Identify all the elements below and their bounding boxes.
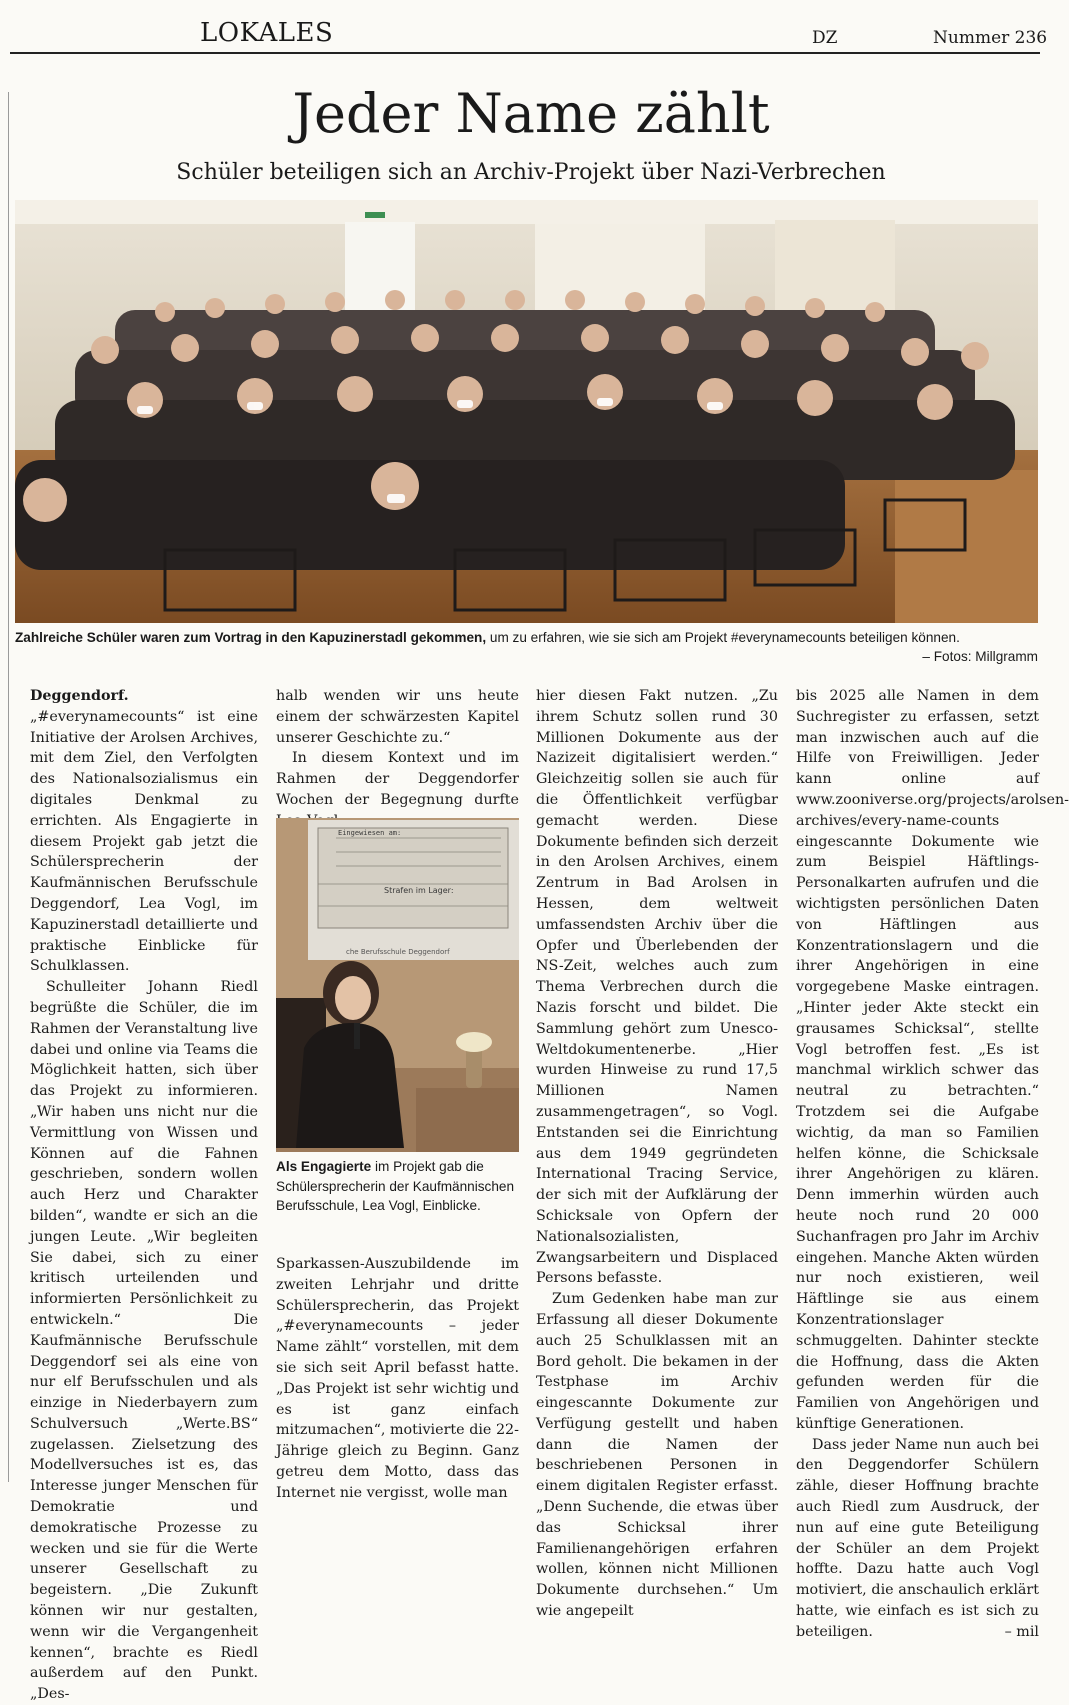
header-rule bbox=[10, 52, 1040, 54]
article-column-3 bbox=[536, 686, 778, 1622]
article-column-4 bbox=[796, 686, 1069, 1643]
main-photo-audience bbox=[15, 200, 1038, 623]
dateline: Deggendorf. bbox=[30, 688, 129, 704]
speaker-caption-bold: Als Engagierte bbox=[276, 1159, 372, 1174]
left-margin-rule bbox=[8, 92, 9, 1482]
main-caption-bold: Zahlreiche Schüler waren zum Vortrag in den Kapuzinerstadl gekommen, bbox=[15, 630, 487, 645]
article-paragraph: Dass jeder Name nun auch bei den Deggendorfer Schülern zähle, dieser Hoffnung brachte auch Riedl zum Ausdruck, der nun auf eine gute Beteiligung der Schüler an dem Projekt hoffte. Dazu hatte auch Vogl motiviert, die anschaulich erklärt hatte, wie einfach es ist sich zu beteiligen. – mil bbox=[796, 1435, 1039, 1643]
article-paragraph: Sparkassen-Auszubildende im zweiten Lehrjahr und dritte Schülersprecherin, das Projekt „#everynamecounts – jeder Name zählt“ vorstellen, mit dem sie sich seit April befasst hatte. „Das Projekt ist sehr wichtig und es ist ganz einfach mitzumachen“, motivierte die 22-Jährige gleich zu Beginn. Ganz getreu dem Motto, dass das Internet nie vergisst, wolle man bbox=[276, 1256, 519, 1501]
slide-form-label: Eingewiesen am: bbox=[338, 829, 402, 837]
article-paragraph: In diesem Kontext und im Rahmen der Deggendorfer Wochen der Begegnung durfte bbox=[276, 750, 519, 808]
paper-abbreviation: DZ bbox=[812, 28, 838, 48]
article-paragraph: Schulleiter Johann Riedl begrüßte die Schüler, die im Rahmen der Veranstaltung live dabei und online via Teams die Möglichkeit hatten, sich über das Projekt zu informieren. „Wir haben uns nicht nur die Vermittlung von Wissen und Können auf die Fahnen geschrieben, sondern wollen auch Herz und Charakter bilden“, wandte er sich an die jungen Leute. „Wir begleiten Sie dabei, sich zu einer kritisch urteilenden und informierten Persönlichkeit zu entwickeln.“ Die Kaufmännische Berufsschule Deggendorf sei als eine von nur elf Berufsschulen und als einzige in Niederbayern zum Schulversuch „Werte.BS“ zugelassen. Zielsetzung des Modellversuches ist es, das Interesse junger Menschen für Demokratie und demokratische Prozesse zu wecken und sie für die Werte unserer Gesellschaft zu begeistern. „Die Zukunft können wir nur gestalten, wenn wir die Vergangenheit kennen“, brachte es Riedl außerdem auf den Punkt. „Des- bbox=[30, 979, 258, 1703]
article-column-2-continued bbox=[276, 1254, 519, 1504]
headline: Jeder Name zählt bbox=[292, 82, 770, 145]
main-photo-caption bbox=[15, 628, 1038, 664]
author-signature: – mil bbox=[1004, 1623, 1039, 1640]
article-column-1 bbox=[30, 686, 258, 1705]
section-title: LOKALES bbox=[200, 18, 334, 48]
speaker-photo-caption bbox=[276, 1157, 519, 1216]
article-column-2 bbox=[276, 686, 519, 832]
slide-form-section: Strafen im Lager: bbox=[384, 886, 454, 895]
main-caption-text: um zu erfahren, wie sie sich am Projekt #everynamecounts beteiligen können. bbox=[486, 630, 960, 645]
article-paragraph: hier diesen Fakt nutzen. „Zu ihrem Schutz sollen rund 30 Millionen Dokumente aus der Nazizeit digitalisiert werden.“ Gleichzeitig sollen sie auch für die Öffentlichkeit verfügbar gemacht werden. Diese Dokumente befinden sich derzeit in den Arolsen Archives, einem Zentrum in Bad Arolsen in Hessen, dem weltweit umfassendsten Archiv über die Opfer und Überlebenden der NS-Zeit, welches auch zum Thema Verbrechen durch die Nazis forscht und bildet. Die Sammlung gehört zum Unesco-Weltdokumentenerbe. „Hier wurden Hinweise zu rund 17,5 Millionen Namen zusammengetragen“, so Vogl. Entstanden sei die Einrichtung aus dem 1949 gegründeten International Tracing Service, der sich mit der Aufklärung der Schicksale von Opfern der Nationalsozialisten, Zwangsarbeitern und Displaced Persons befasste. bbox=[536, 688, 778, 1287]
article-paragraph: Deggendorf. „#everynamecounts“ ist eine Initiative der Arolsen Archives, mit dem Ziel, den Verfolgten des Nationalsozialismus ein digitales Denkmal zu errichten. Als Engagierte in diesem Projekt gab jetzt die Schülersprecherin der Kaufmännischen Berufsschule Deggendorf, Lea Vogl, im Kapuzinerstadl detaillierte und praktische Einblicke für Schulklassen. bbox=[30, 688, 258, 975]
speaker-caption-text: im Projekt gab die Schülersprecherin der Kaufmännischen Berufsschule, Lea Vogl, Einblicke. bbox=[276, 1159, 515, 1213]
photo-credit: – Fotos: Millgramm bbox=[922, 649, 1038, 664]
article-paragraph: Zum Gedenken habe man zur Erfassung all dieser Dokumente auch 25 Schulklassen mit an Bord geholt. Die bekamen in der Testphase im Archiv eingescannte Dokumente zur Verfügung gestellt und haben dann die Namen der beschriebenen Personen in einem digitalen Register erfasst. „Denn Suchende, die etwas über das Schicksal ihrer Familienangehörigen erfahren wollen, können nicht Millionen Dokumente durchsehen.“ Um wie angepeilt bbox=[536, 1291, 778, 1620]
article-paragraph: bis 2025 alle Namen in dem Suchregister zu erfassen, setzt man inzwischen auch auf die Hilfe von Freiwilligen. Jeder kann online auf www.zooniverse.org/projects/arolsen-archives/every-name-counts eingescannte Dokumente wie zum Beispiel Häftlings-Personalkarten aufrufen und die wichtigsten persönlichen Daten von Häftlingen aus Konzentrationslagern und die ihrer Angehörigen in eine vorgegebene Maske eintragen. „Hinter jeder Akte steckt ein grausames Schicksal“, stellte Vogl betroffen fest. „Es ist manchmal wirklich schwer das neutral zu betrachten.“ Trotzdem sei die Aufgabe wichtig, da man so Familien helfen könne, die Schicksale ihrer Angehörigen zu klären. Denn immerhin würden auch heute noch rund 20 000 Suchanfragen pro Jahr im Archiv eingehen. Manche Akten würden nur noch existieren, weil Häftlinge sie aus einem Konzentrationslager schmuggelten. Dahinter steckte die Hoffnung, dass die Akten gefunden werden für die Familien von Angehörigen und künftige Generationen. bbox=[796, 688, 1069, 1432]
slide-footer-text: che Berufsschule Deggendorf bbox=[346, 948, 450, 956]
subheadline: Schüler beteiligen sich an Archiv-Projekt über Nazi-Verbrechen bbox=[176, 160, 886, 185]
article-paragraph: halb wenden wir uns heute einem der schwärzesten Kapitel unserer Geschichte zu.“ bbox=[276, 688, 519, 746]
speaker-photo bbox=[276, 818, 519, 1152]
issue-number: Nummer 236 bbox=[933, 28, 1048, 48]
